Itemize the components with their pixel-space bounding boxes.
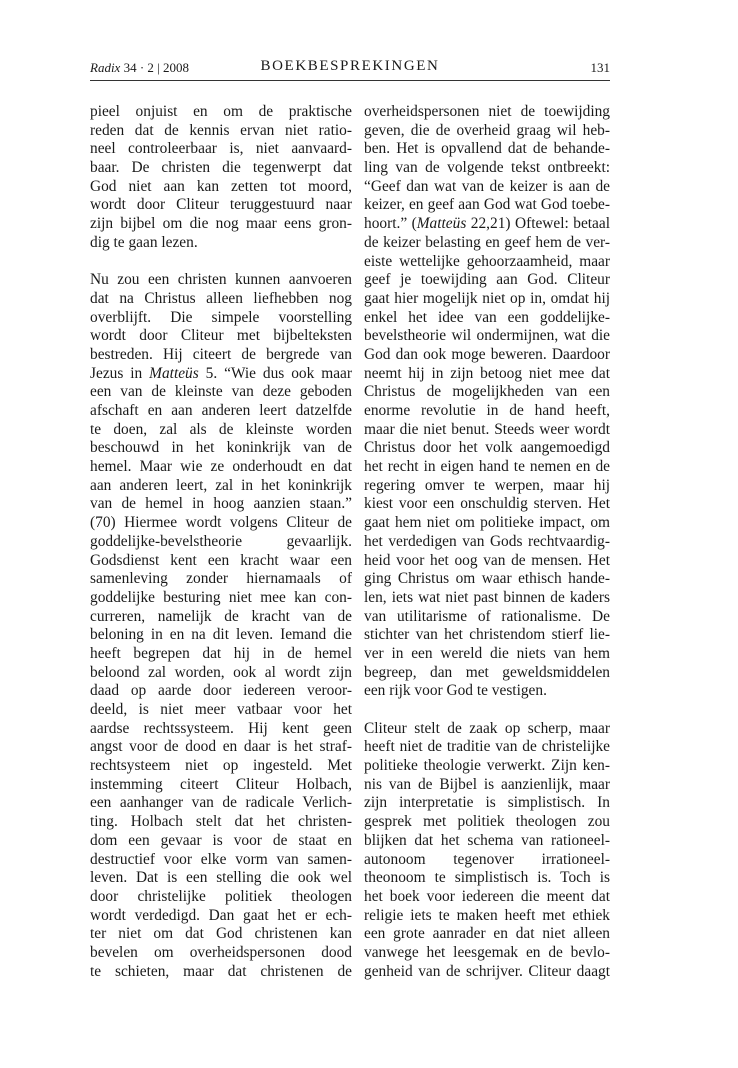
text-line: rechtsysteem niet op ingesteld. Met — [90, 757, 352, 775]
text-line: Cliteur stelt de zaak op scherp, maar — [364, 719, 610, 737]
text-line: dig te gaan lezen. — [90, 233, 198, 251]
issue-info: 34 · 2 | 2008 — [123, 60, 190, 75]
text-line: daad op aarde door iedereen veroor- — [90, 682, 352, 700]
page-number: 131 — [590, 60, 610, 75]
text-line: ging Christus om waar ethisch hande- — [364, 570, 610, 588]
right-column — [364, 103, 610, 981]
text-line: samenleving zonder hiernamaals of — [90, 570, 352, 588]
text-line: afschaft en aan anderen leert datzelfde — [90, 402, 352, 419]
text-line: angst voor de dood en daar is het straf- — [90, 738, 352, 756]
text-line: blijken dat het schema van rationeel- — [364, 831, 610, 849]
text-line: door christelijke politiek theologen — [90, 887, 352, 905]
text-line: ben. Het is opvallend dat de behande- — [364, 140, 610, 158]
text-line: heeft niet de traditie van de christelijke — [364, 738, 610, 756]
text-line: een rijk voor God te vestigen. — [364, 682, 547, 700]
text-line: gaat hem niet om politieke impact, om — [364, 514, 610, 532]
text-line: wordt door Cliteur teruggestuurd naar — [90, 196, 352, 214]
text-line: bestreden. Hij citeert de bergrede van — [90, 345, 352, 363]
text-line: het verdedigen van Gods rechtvaardig- — [364, 532, 610, 550]
text-line: zijn bijbel om die nog maar eens gron- — [90, 215, 352, 233]
text-line: begreep, dan met geweldsmiddelen — [364, 663, 610, 681]
text-line: (70) Hiermee wordt volgens Cliteur de — [90, 514, 352, 532]
text-line: heid voor het oog van de mensen. Het — [364, 551, 610, 569]
text-line: “Geef dan wat van de keizer is aan de — [364, 177, 610, 195]
text-line: bevelstheorie wil ondermijnen, wat die — [364, 327, 610, 345]
text-line: overheidspersonen niet de toewijding — [364, 103, 610, 120]
text-line: wordt door Cliteur met bijbelteksten — [90, 327, 352, 345]
text-line: neel controleerbaar is, niet aanvaard- — [90, 140, 352, 158]
text-line: hemel. Maar wie ze onderhoudt en dat — [90, 458, 352, 476]
running-head — [90, 58, 610, 81]
text-line: te schieten, maar dat christenen de — [90, 962, 352, 980]
text-line: enkel het idee van een goddelijke- — [364, 308, 610, 326]
text-line: dom een gevaar is voor de staat en — [90, 831, 352, 849]
italic-reference: Matteüs — [416, 215, 467, 233]
text-line: kiest voor een onschuldig sterven. Het — [364, 495, 610, 513]
paragraph-break — [90, 253, 352, 272]
text-line: Godsdienst kent een kracht waar een — [90, 551, 352, 569]
text-line: Christus de mogelijkheden van een — [364, 383, 610, 401]
text-line: dat na Christus alleen liefhebben nog — [90, 289, 352, 307]
text-line: neemt hij in zijn betoog niet mee dat — [364, 364, 610, 382]
text-line: aan anderen leert, zal in het koninkrijk — [90, 476, 352, 494]
text-line: stichter van het christendom stierf lie- — [364, 626, 610, 644]
paragraph-break — [364, 701, 610, 720]
text-line: religie iets te maken heeft met ethiek — [364, 906, 610, 924]
text-line: gesprek met politiek theologen zou — [364, 813, 610, 831]
text-line: destructief voor elke vorm van samen- — [90, 850, 352, 868]
text-line: wordt verdedigd. Dan gaat het er ech- — [90, 906, 352, 924]
text-line: vanwege het leesgemak en de bevlo- — [364, 943, 610, 961]
text-line: beschouwd in het koninkrijk van de — [90, 439, 352, 457]
text-line: beloning in en na dit leven. Iemand die — [90, 626, 352, 644]
text-line: ver in een wereld die niets van hem — [364, 644, 610, 662]
text-line: goddelijke besturing niet mee kan con- — [90, 588, 352, 606]
text-line: heeft begrepen dat hij in de hemel — [90, 644, 352, 662]
journal-name: Radix — [90, 60, 121, 75]
text-line: Jezus in Matteüs 5. “Wie dus ook maar — [90, 364, 352, 382]
text-line: curreren, namelijk de kracht van de — [90, 607, 352, 625]
text-line: pieel onjuist en om de praktische — [90, 103, 352, 120]
text-line: te doen, zal als de kleinste worden — [90, 420, 352, 438]
text-line: baar. De christen die tegenwerpt dat — [90, 159, 352, 177]
text-line: maar die niet benut. Steeds weer wordt — [364, 420, 610, 438]
text-line: autonoom tegenover irrationeel- — [364, 850, 610, 868]
text-line: goddelijke-bevelstheorie gevaarlijk. — [90, 532, 352, 550]
text-line: gaat hier mogelijk niet op in, omdat hij — [364, 289, 610, 307]
text-line: regering omver te werpen, maar hij — [364, 476, 610, 494]
text-line: enorme revolutie in de hand heeft, — [364, 402, 610, 419]
text-line: genheid van de schrijver. Cliteur daagt — [364, 962, 610, 980]
text-line: reden dat de kennis ervan niet ratio- — [90, 121, 352, 139]
text-line: geven, die de overheid graag wil heb- — [364, 121, 610, 139]
text-line: de keizer belasting en geef hem de ver- — [364, 233, 610, 251]
text-line: overblijft. Die simpele voorstelling — [90, 308, 352, 326]
text-line: ting. Holbach stelt dat het christen- — [90, 813, 352, 831]
text-line: ter niet om dat God christenen kan — [90, 925, 352, 943]
text-line: God dan ook moge beweren. Daardoor — [364, 345, 610, 363]
section-title: BOEKBESPREKINGEN — [260, 58, 440, 74]
text-line: len, iets wat niet past binnen de kaders — [364, 588, 610, 606]
text-line: theonoom te simplistisch is. Toch is — [364, 869, 610, 887]
text-line: een aanhanger van de radicale Verlich- — [90, 794, 352, 812]
text-line: het recht in eigen hand te nemen en de — [364, 458, 610, 476]
text-line: politieke theologie verwerkt. Zijn ken- — [364, 757, 610, 775]
text-line: ling van de volgende tekst ontbreekt: — [364, 159, 610, 177]
text-line: zijn interpretatie is simplistisch. In — [364, 794, 610, 812]
text-line: hoort.” (Matteüs 22,21) Oftewel: betaal — [364, 215, 610, 233]
text-line: geef je toewijding aan God. Cliteur — [364, 271, 610, 289]
text-line: leven. Dat is een stelling die ook wel — [90, 869, 352, 887]
text-line: bevelen om overheidspersonen dood — [90, 943, 352, 961]
text-line: instemming citeert Cliteur Holbach, — [90, 775, 352, 793]
text-line: deeld, is niet meer vatbaar voor het — [90, 701, 352, 718]
italic-reference: Matteüs — [149, 364, 199, 382]
text-line: keizer, en geef aan God wat God toebe- — [364, 196, 610, 214]
text-line: het boek voor iedereen die meent dat — [364, 887, 610, 905]
text-line: eiste wettelijke gehoorzaamheid, maar — [364, 252, 610, 270]
text-line: aardse rechtssysteem. Hij kent geen — [90, 719, 352, 737]
text-line: nis van de Bijbel is aanzienlijk, maar — [364, 775, 610, 793]
text-line: God niet aan kan zetten tot moord, — [90, 177, 352, 195]
text-line: beloond zal worden, ook al wordt zijn — [90, 663, 352, 681]
text-line: van de hemel in hoog aanzien staan.” — [90, 495, 352, 513]
text-line: Nu zou een christen kunnen aanvoeren — [90, 271, 352, 289]
text-line: een van de kleinste van deze geboden — [90, 383, 352, 401]
text-line: een grote aanrader en dat niet alleen — [364, 925, 610, 943]
left-column — [90, 103, 352, 981]
text-line: Christus door het volk aangemoedigd — [364, 439, 610, 457]
text-line: van utilitarisme of rationalisme. De — [364, 607, 610, 625]
